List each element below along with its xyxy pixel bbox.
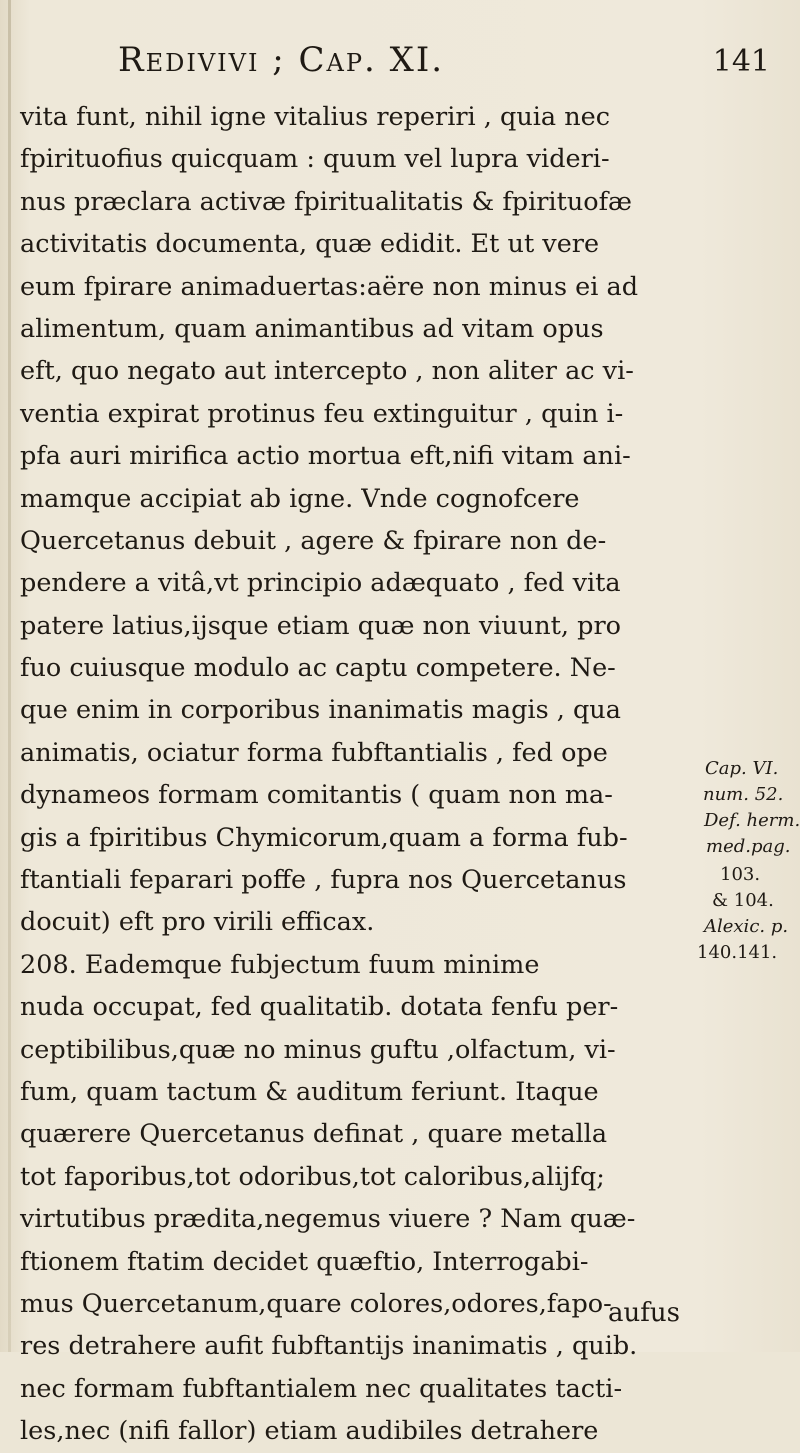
margin-note-cap: Cap. VI.	[705, 758, 779, 779]
catchword: aufus	[608, 1298, 680, 1328]
text-line: alimentum, quam animantibus ad vitam opus	[20, 313, 604, 344]
text-line: patere latius,ijsque etiam quæ non viuunt, pro	[20, 610, 621, 641]
text-line: fpirituofius quicquam : quum vel lupra videri-	[20, 144, 610, 175]
text-line: vita funt, nihil igne vitalius reperiri , quia nec	[20, 102, 611, 132]
text-line: quærere Quercetanus definat , quare metalla	[20, 1119, 608, 1150]
text-line: ceptibilibus,quæ no minus guftu ,olfactum, vi-	[20, 1034, 616, 1065]
text-line: que enim in corporibus inanimatis magis , qua	[20, 695, 621, 726]
text-line: mamque accipiat ab igne. Vnde cognofcere	[20, 483, 580, 514]
margin-note-page-1: 103.	[720, 864, 761, 885]
margin-note-page-3: 140.141.	[697, 942, 778, 963]
page-gutter-edge	[8, 0, 11, 1352]
text-line: pfa auri mirifica actio mortua eft,nifi vitam ani-	[20, 441, 631, 472]
text-line: tot faporibus,tot odoribus,tot caloribus,alijfq;	[20, 1161, 605, 1192]
text-line: fuo cuiusque modulo ac captu competere. Ne-	[20, 653, 616, 684]
margin-note-alexic: Alexic. p.	[704, 916, 789, 937]
margin-note-def: Def. herm.	[704, 810, 800, 831]
text-line: docuit) eft pro virili efficax.	[20, 907, 375, 938]
text-line: ventia expirat protinus feu extinguitur , quin i-	[20, 398, 624, 429]
text-line: eft, quo negato aut intercepto , non aliter ac vi-	[20, 356, 634, 387]
text-line: eum fpirare animaduertas:aëre non minus ei ad	[20, 271, 639, 302]
text-line: virtutibus prædita,negemus viuere ? Nam quæ-	[20, 1204, 636, 1235]
margin-note-med: med.pag.	[706, 836, 791, 857]
text-line: fum, quam tactum & auditum feriunt. Itaque	[20, 1076, 599, 1107]
text-line: ftantiali feparari poffe , fupra nos Quercetanus	[20, 865, 627, 896]
text-line: dynameos formam comitantis ( quam non ma-	[20, 780, 613, 811]
text-line: res detrahere aufit fubftantijs inanimatis , quib.	[20, 1331, 638, 1362]
text-line: 208. Eademque fubjectum fuum minime	[20, 949, 540, 980]
text-line: gis a fpiritibus Chymicorum,quam a forma fub-	[20, 822, 628, 853]
text-line: nec formam fubftantialem nec qualitates tacti-	[20, 1373, 623, 1404]
text-line: pendere a vitâ,vt principio adæquato , fed vita	[20, 568, 621, 599]
margin-note-page-2: & 104.	[712, 890, 774, 911]
text-line: mus Quercetanum,quare colores,odores,fapo-	[20, 1288, 612, 1319]
text-line: ftionem ftatim decidet quæftio, Interrogabi-	[20, 1246, 589, 1277]
text-line: les,nec (nifi fallor) etiam audibiles detrahere	[20, 1416, 599, 1447]
running-head: Redivivi ; Cap. XI.	[118, 40, 445, 80]
margin-note-num: num. 52.	[703, 784, 784, 805]
text-line: nuda occupat, fed qualitatib. dotata fenfu per-	[20, 992, 619, 1023]
text-line: nus præclara activæ fpiritualitatis & fpirituofæ	[20, 186, 633, 217]
page-header	[118, 40, 788, 92]
page-number: 141	[712, 44, 770, 79]
text-line: activitatis documenta, quæ edidit. Et ut vere	[20, 229, 600, 260]
body-text	[20, 96, 790, 1453]
text-line: animatis, ociatur forma fubftantialis , fed ope	[20, 737, 608, 768]
text-line: Quercetanus debuit , agere & fpirare non de-	[20, 525, 607, 556]
